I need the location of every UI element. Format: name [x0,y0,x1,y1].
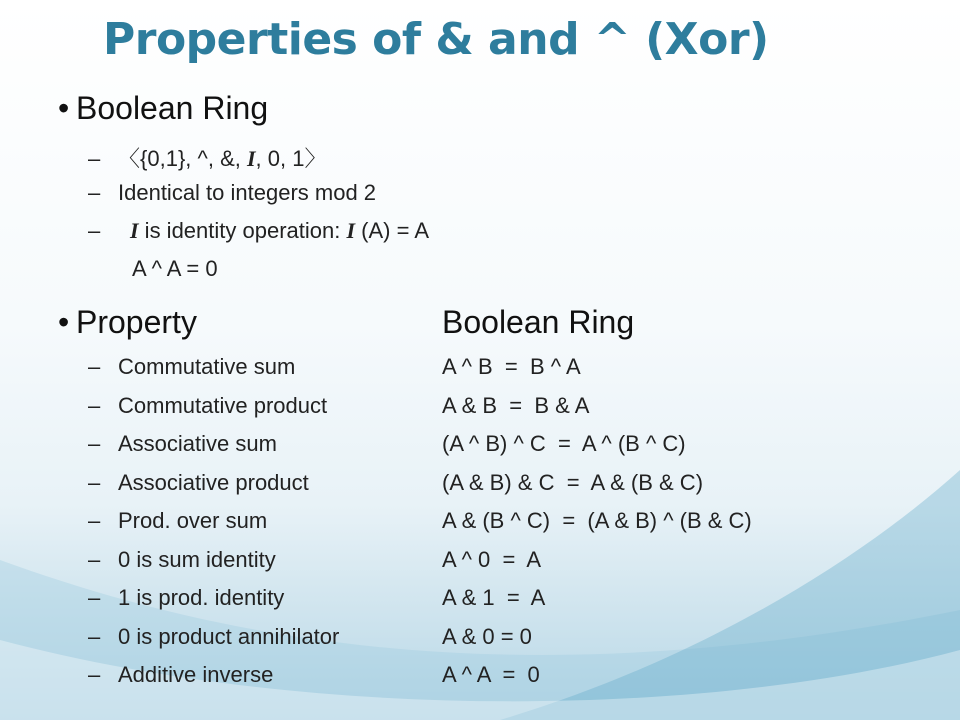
property-row-name [88,508,267,534]
property-expression: A ^ A = 0 [442,662,540,687]
property-row-name [88,431,277,457]
property-name: Prod. over sum [118,508,268,533]
boolean-ring-heading: Boolean Ring [76,90,269,126]
property-heading: Property [76,304,197,340]
dash-marker: – [88,624,101,649]
angle-open: 〈 [118,146,141,171]
identity-operation-text: is identity operation: [138,218,347,243]
property-expression: A & (B ^ C) = (A & B) ^ (B & C) [442,508,752,533]
ring-definition-line [88,142,326,173]
angle-close: 〉 [304,146,327,171]
ring-constants-text: , 0, 1 [255,146,305,171]
integers-mod-text: Identical to integers mod 2 [118,180,377,205]
dash-marker: – [88,393,101,418]
xor-self-line: A ^ A = 0 [132,256,218,281]
property-row-name [88,585,284,611]
dash-marker: – [88,662,101,687]
integers-mod-line [88,180,376,206]
slide-title: Properties of & and ^ (Xor) [103,14,769,65]
property-row-name [88,624,339,650]
identity-symbol-2: I [346,218,356,243]
property-row-name [88,547,276,573]
dash-marker: – [88,180,101,205]
dash-marker: – [88,547,101,572]
dash-marker: – [88,431,101,456]
dash-marker: – [88,218,101,243]
property-name: Additive inverse [118,662,274,687]
property-row-name [88,470,309,496]
property-expression: A & B = B & A [442,393,590,418]
property-row-name [88,393,327,419]
dash-marker: – [88,146,101,171]
identity-operation-line [88,218,429,244]
identity-symbol: I [130,218,139,243]
property-expression: A ^ B = B ^ A [442,354,581,379]
identity-symbol: I [246,146,256,171]
property-name: Commutative sum [118,354,296,379]
property-expression: A & 0 = 0 [442,624,532,649]
property-expression: A & 1 = A [442,585,546,610]
identity-result-text: (A) = A [355,218,430,243]
property-name: 0 is sum identity [118,547,276,572]
property-name: 1 is prod. identity [118,585,285,610]
ring-set-text: {0,1}, ^, &, [140,146,247,171]
dash-marker: – [88,354,101,379]
bullet-dot: • [58,90,70,126]
property-row-name [88,662,273,688]
property-expression: (A & B) & C = A & (B & C) [442,470,704,495]
dash-marker: – [88,470,101,495]
property-expression: (A ^ B) ^ C = A ^ (B ^ C) [442,431,686,456]
property-row-name [88,354,295,380]
bullet-dot: • [58,304,70,340]
boolean-ring-column-heading: Boolean Ring [442,304,635,340]
property-name: Associative product [118,470,309,495]
property-name: 0 is product annihilator [118,624,340,649]
bullet-boolean-ring [58,90,268,127]
property-expression: A ^ 0 = A [442,547,541,572]
bullet-property [58,304,197,341]
property-name: Commutative product [118,393,328,418]
dash-marker: – [88,585,101,610]
dash-marker: – [88,508,101,533]
property-name: Associative sum [118,431,277,456]
